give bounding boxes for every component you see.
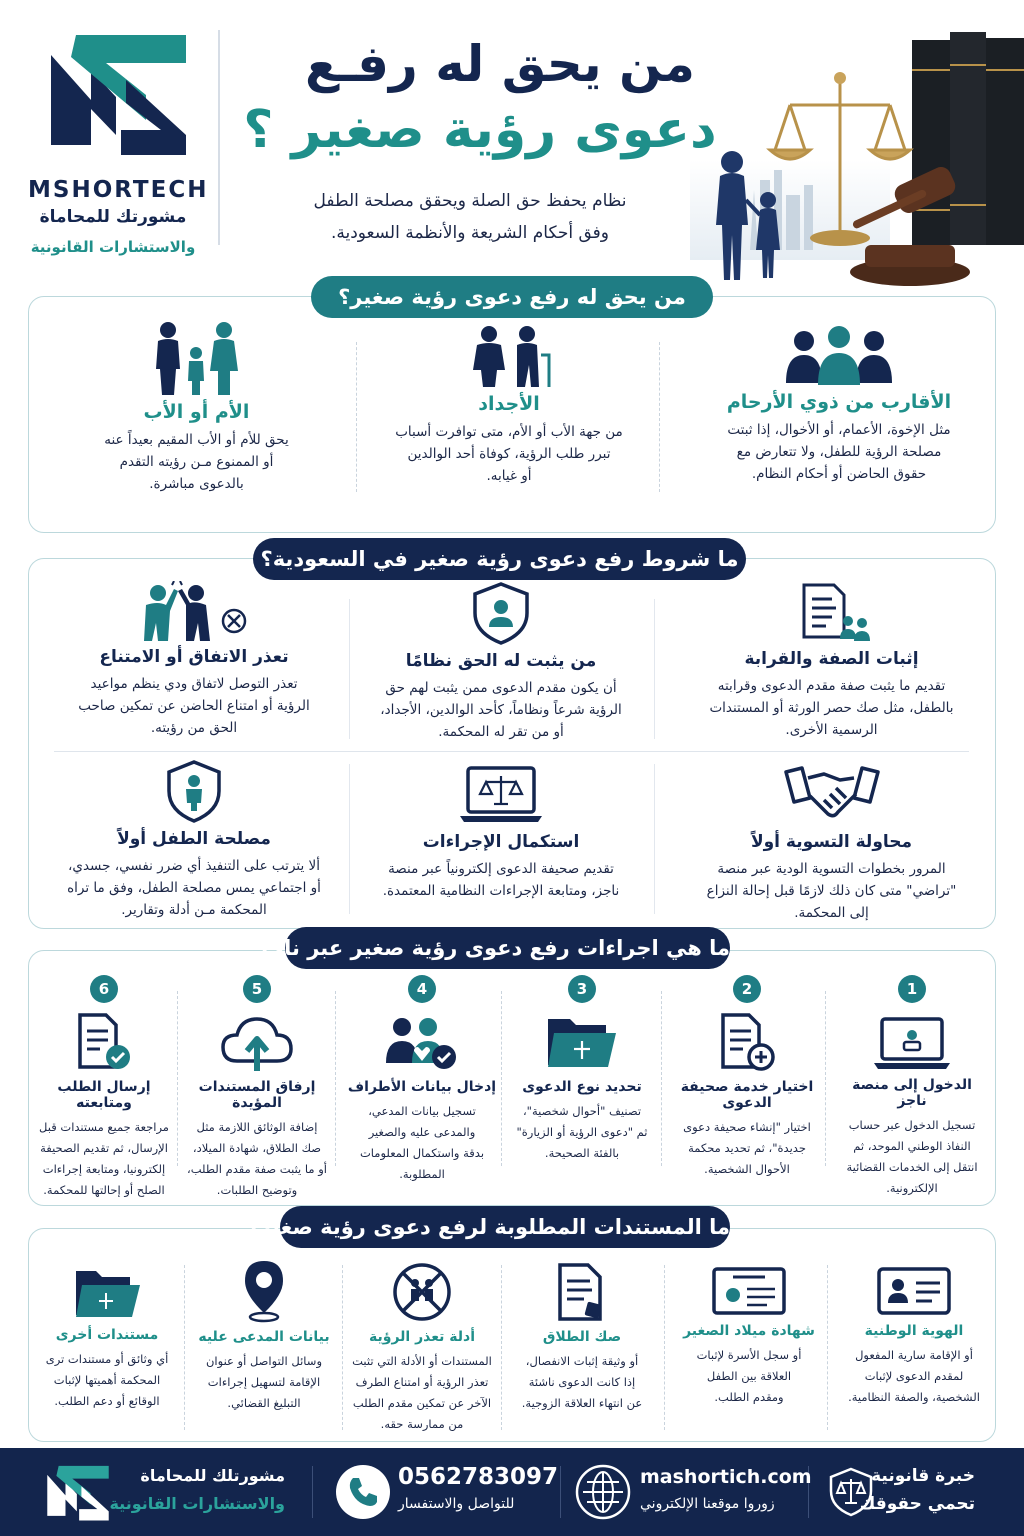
step-text: تصنيف "أحوال شخصية"، ثم "دعوى الرؤية أو الزيارة" بالفئة الصحيحة. xyxy=(516,1104,648,1160)
document-item xyxy=(507,1261,657,1414)
steps-section xyxy=(28,950,996,1206)
family-icon xyxy=(152,321,242,395)
laptop-scale-icon xyxy=(456,764,546,826)
step-item xyxy=(837,975,987,1199)
conditions-heading: ما شروط رفع دعوى رؤية صغير في السعودية؟ xyxy=(253,538,746,580)
document-title: أدلة تعذر الرؤية xyxy=(369,1329,475,1345)
footer-brand-2: والاستشارات القانونية xyxy=(109,1494,285,1513)
divider xyxy=(654,764,655,914)
step-text: تسجيل بيانات المدعي، والمدعى عليه والصغير بدقة واستكمال المعلومات المطلوبة. xyxy=(359,1104,485,1181)
divider xyxy=(356,342,357,492)
divider xyxy=(664,1265,665,1430)
divider xyxy=(349,764,350,914)
new-document-icon xyxy=(715,1011,779,1073)
step-number: 5 xyxy=(243,975,271,1003)
document-title: بيانات المدعى عليه xyxy=(198,1329,330,1345)
steps-heading: ما هي اجراءات رفع دعوى رؤية صغير عبر ناجز؟ xyxy=(285,927,730,969)
disagreement-icon xyxy=(134,581,254,641)
phone-note: للتواصل والاستفسار xyxy=(398,1496,515,1512)
step-text: تسجيل الدخول عبر حساب النفاذ الوطني الموحد، ثم انتقل إلى الخدمات القضائية الإلكترونية. xyxy=(846,1118,978,1195)
row-divider xyxy=(54,751,969,752)
footer-website[interactable] xyxy=(570,1448,812,1536)
divider xyxy=(659,342,660,492)
footer-slogan-1: خبرة قانونية xyxy=(871,1466,975,1486)
subtitle-line1: نظام يحفظ حق الصلة ويحقق مصلحة الطفل xyxy=(313,191,627,211)
who-item-title: الأجداد xyxy=(478,393,540,415)
grandparents-icon xyxy=(459,325,559,387)
birth-certificate-icon xyxy=(711,1265,787,1317)
step-title: إرفاق المستندات المؤيدة xyxy=(198,1079,316,1111)
documents-heading: ما المستندات المطلوبة لرفع دعوى رؤية صغير؟ xyxy=(280,1206,730,1248)
phone-number[interactable]: 0562783097 xyxy=(398,1464,559,1490)
footer-divider xyxy=(560,1466,561,1518)
laptop-login-icon xyxy=(872,1015,952,1071)
condition-title: من يثبت له الحق نظامًا xyxy=(405,651,597,671)
divider xyxy=(184,1265,185,1430)
footer-brand xyxy=(40,1448,300,1536)
footer-brand-1: مشورتلك للمحاماة xyxy=(140,1466,285,1485)
divider xyxy=(177,991,178,1166)
divider xyxy=(349,599,350,739)
document-title: صك الطلاق xyxy=(542,1329,622,1345)
condition-title: استكمال الإجراءات xyxy=(422,832,580,852)
condition-text: تقديم صحيفة الدعوى إلكترونياً عبر منصة ناجز، ومتابعة الإجراءات النظامية المعتمدة. xyxy=(382,861,620,899)
step-title: إرسال الطلب ومتابعته xyxy=(57,1079,151,1111)
footer-slogan xyxy=(820,1448,1020,1536)
who-item-grandparents xyxy=(369,325,649,487)
step-text: مراجعة جميع مستندات قبل الإرسال، ثم تقديم الصحيفة إلكترونيا، ومتابعة إجراءات الصلح أو إحالتها للمحكمة. xyxy=(39,1120,169,1197)
document-text: أو وثيقة إثبات الانفصال، إذا كانت الدعوى ناشئة عن انتهاء العلاقة الزوجية. xyxy=(521,1354,643,1410)
document-item xyxy=(839,1265,989,1408)
step-number: 3 xyxy=(568,975,596,1003)
condition-item xyxy=(679,764,984,924)
subtitle-line2: وفق أحكام الشريعة والأنظمة السعودية. xyxy=(330,223,610,243)
condition-item xyxy=(351,581,651,743)
document-people-icon xyxy=(792,581,872,643)
page-title-line2: دعوى رؤية صغير ؟ xyxy=(243,100,717,160)
footer-slogan-2: تحمي حقوقك xyxy=(859,1494,975,1514)
condition-text: المرور بخطوات التسوية الودية عبر منصة "تراضي" متى كان ذلك لازمًا قبل إحالة النزاع إلى المحكمة. xyxy=(706,861,957,921)
cloud-upload-icon xyxy=(219,1013,295,1073)
header xyxy=(0,0,1024,285)
divider xyxy=(825,991,826,1166)
who-item-text: من جهة الأب أو الأم، متى توافرت أسباب تبرر طلب الرؤية، كوفاة أحد الوالدين أو غيابه. xyxy=(395,424,623,484)
condition-item xyxy=(44,759,344,921)
who-section xyxy=(28,296,996,533)
mshortech-logo-icon xyxy=(46,25,191,160)
brand-name-ar: مشورتك للمحاماة xyxy=(39,207,187,227)
divider xyxy=(827,1265,828,1430)
document-item xyxy=(347,1261,497,1435)
who-item-title: الأم أو الأب xyxy=(143,401,250,423)
condition-text: ألا يترتب على التنفيذ أي ضرر نفسي، جسدي، أو اجتماعي يمس مصلحة الطفل، وفق ما تراه المحكمة مـن أدلة وتقارير. xyxy=(67,858,321,918)
header-divider xyxy=(218,30,220,245)
id-card-icon xyxy=(876,1265,952,1317)
document-title: مستندات أخرى xyxy=(55,1327,159,1343)
condition-title: إثبات الصفة والقرابة xyxy=(744,649,919,669)
document-title: شهادة ميلاد الصغير xyxy=(683,1323,815,1339)
location-pin-icon xyxy=(239,1257,289,1323)
step-number: 2 xyxy=(733,975,761,1003)
brand-logo-block xyxy=(28,25,209,256)
relatives-group-icon xyxy=(784,325,894,385)
folder-icon xyxy=(544,1011,620,1073)
step-number: 1 xyxy=(898,975,926,1003)
document-item xyxy=(189,1257,339,1414)
website-url[interactable]: mashortich.com xyxy=(640,1466,812,1488)
step-item xyxy=(507,975,657,1164)
step-text: اختيار "إنشاء صحيفة دعوى جديدة"، ثم تحديد محكمة الأحوال الشخصية. xyxy=(683,1120,811,1176)
document-text: وسائل التواصل أو عنوان الإقامة لتسهيل إجراءات التبليغ القضائي. xyxy=(205,1354,322,1410)
child-shield-icon xyxy=(165,759,223,823)
step-title: اختيار خدمة صحيفة الدعوى xyxy=(680,1079,814,1111)
who-heading: من يحق له رفع دعوى رؤية صغير؟ xyxy=(311,276,713,318)
hero-illustration-icon xyxy=(690,10,1024,290)
people-check-icon xyxy=(384,1013,460,1073)
page-title-line1: من يحق له رفـع xyxy=(305,35,695,93)
who-item-text: يحق للأم أو الأب المقيم بعيداً عنه أو الممنوع مـن رؤيته التقدم بالدعوى مباشرة. xyxy=(104,432,289,492)
step-text: إضافة الوثائق اللازمة مثل صك الطلاق، شهادة الميلاد، أو ما يثبت صفة مقدم الطلب، وتوضيح الطلبات. xyxy=(187,1120,327,1197)
document-text: المستندات أو الأدلة التي تثبت تعذر الرؤية أو امتناع الطرف الآخر عن تمكين مقدم الطلب من ممارسة حقه. xyxy=(352,1354,492,1431)
folder-other-icon xyxy=(72,1265,142,1321)
condition-text: تعذر التوصل لاتفاق ودي ينظم مواعيد الرؤية أو امتناع الحاضن عن تمكين صاحب الحق من رؤيته. xyxy=(78,676,310,736)
page-subtitle xyxy=(260,185,680,249)
footer-divider xyxy=(312,1466,313,1518)
document-title: الهوية الوطنية xyxy=(864,1323,964,1339)
divider xyxy=(501,991,502,1166)
condition-title: تعذر الاتفاق أو الامتناع xyxy=(99,647,289,667)
handshake-icon xyxy=(784,764,880,826)
step-number: 4 xyxy=(408,975,436,1003)
document-text: أي وثائق أو مستندات ترى المحكمة أهميتها لإثبات الوقائع أو دعم الطلب. xyxy=(45,1352,169,1408)
mshortech-logo-icon xyxy=(45,1461,111,1523)
footer-phone[interactable] xyxy=(330,1448,559,1536)
documents-section xyxy=(28,1228,996,1442)
condition-text: تقديم ما يثبت صفة مقدم الدعوى وقرابته بالطفل، مثل صك حصر الورثة أو المستندات الرسمية الأخرى. xyxy=(709,678,954,738)
who-item-text: مثل الإخوة، الأعمام، أو الأخوال، إذا ثبتت مصلحة الرؤية للطفل، ولا تتعارض مع حقوق الحاضن أو أحكام النظام. xyxy=(727,422,951,482)
condition-item xyxy=(679,581,984,741)
step-title: إدخال بيانات الأطراف xyxy=(347,1079,497,1095)
brand-name-en: MSHORTECH xyxy=(28,177,209,203)
step-title: تحديد نوع الدعوى xyxy=(522,1079,642,1095)
divider xyxy=(654,599,655,739)
divorce-deed-icon xyxy=(552,1261,612,1323)
who-item-parents xyxy=(59,321,334,495)
step-item xyxy=(347,975,497,1185)
condition-title: محاولة التسوية أولاً xyxy=(750,832,913,852)
conditions-section xyxy=(28,558,996,929)
condition-item xyxy=(44,581,344,739)
website-note: زوروا موقعنا الإلكتروني xyxy=(640,1496,775,1512)
document-text: أو سجل الأسرة لإثبات العلاقة بين الطفل ومقدم الطلب. xyxy=(696,1348,802,1404)
divider xyxy=(342,1265,343,1430)
footer xyxy=(0,1448,1024,1536)
step-number: 6 xyxy=(90,975,118,1003)
step-item xyxy=(182,975,332,1201)
who-item-title: الأقارب من ذوي الأرحام xyxy=(726,391,952,413)
document-text: أو الإقامة سارية المفعول لمقدم الدعوى لإثبات الشخصية، والصفة النظامية. xyxy=(848,1348,980,1404)
condition-text: أن يكون مقدم الدعوى ممن يثبت لهم حق الرؤية شرعاً ونظاماً، كأحد الوالدين، الأجداد، أو من تقر له المحكمة. xyxy=(380,680,622,740)
condition-item xyxy=(351,764,651,902)
divider xyxy=(501,1265,502,1430)
phone-icon xyxy=(335,1464,391,1520)
document-check-icon xyxy=(72,1011,136,1073)
step-title: الدخول إلى منصة ناجز xyxy=(852,1077,972,1109)
step-item xyxy=(33,975,175,1201)
denied-visit-icon xyxy=(391,1261,453,1323)
brand-tagline-ar: والاستشارات القانونية xyxy=(30,238,196,256)
who-item-relatives xyxy=(689,325,989,485)
divider xyxy=(661,991,662,1166)
divider xyxy=(335,991,336,1166)
condition-title: مصلحة الطفل أولاً xyxy=(117,829,271,849)
shield-person-icon xyxy=(470,581,532,645)
document-item xyxy=(33,1265,181,1412)
document-item xyxy=(674,1265,824,1408)
step-item xyxy=(672,975,822,1180)
globe-icon xyxy=(575,1464,631,1520)
